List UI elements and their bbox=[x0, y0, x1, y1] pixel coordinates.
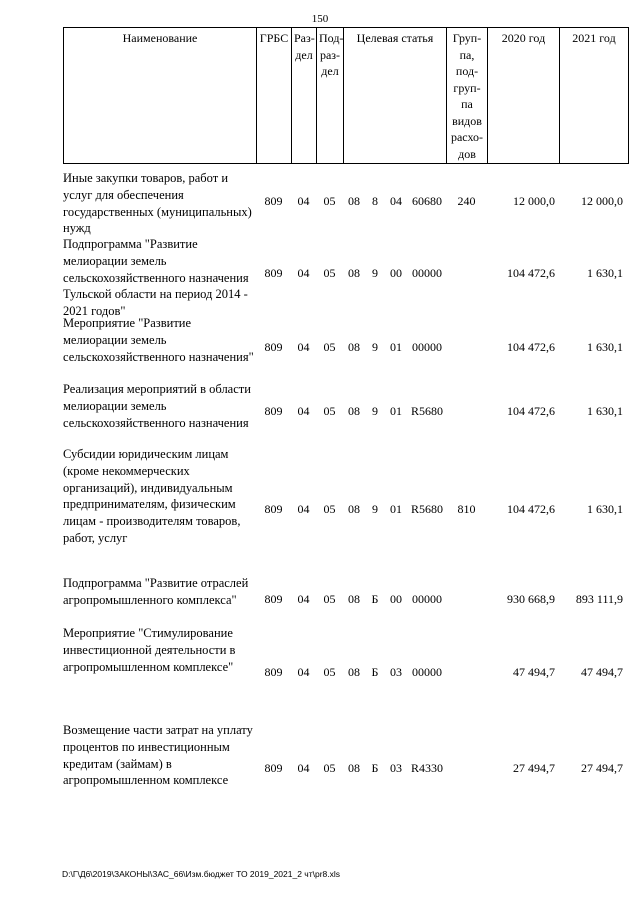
cell-target-3: 03 bbox=[390, 761, 402, 775]
cell-target-2: 9 bbox=[372, 340, 378, 354]
row-name: Мероприятие "Развитие мелиорации земель сельскохозяйственного назначения" bbox=[63, 316, 254, 364]
cell-podrazdel: 05 bbox=[323, 194, 336, 208]
cell-grbs: 809 bbox=[264, 266, 283, 280]
row-name: Мероприятие "Стимулирование инвестиционной деятельности в агропромышленном комплексе" bbox=[63, 626, 236, 674]
cell-razdel: 04 bbox=[297, 592, 310, 606]
cell-grbs: 809 bbox=[264, 761, 283, 775]
cell-target-2: Б bbox=[371, 592, 379, 606]
cell-2020: 12 000,0 bbox=[513, 194, 555, 208]
header-target-article: Целевая статья bbox=[343, 27, 446, 164]
row-name: Возмещение части затрат на уплату процентов по инвестиционным кредитам (займам) в агропромышленном комплексе bbox=[63, 723, 253, 788]
cell-podrazdel: 05 bbox=[323, 761, 336, 775]
cell-2021: 47 494,7 bbox=[581, 665, 623, 679]
cell-2020: 47 494,7 bbox=[513, 665, 555, 679]
cell-target-3: 01 bbox=[390, 502, 402, 516]
header-name: Наименование bbox=[63, 27, 256, 164]
header-2021: 2021 год bbox=[559, 27, 629, 164]
cell-razdel: 04 bbox=[297, 404, 310, 418]
cell-podrazdel: 05 bbox=[323, 266, 336, 280]
cell-podrazdel: 05 bbox=[323, 592, 336, 606]
cell-razdel: 04 bbox=[297, 194, 310, 208]
cell-target-1: 08 bbox=[348, 266, 360, 280]
row-name: Подпрограмма "Развитие отраслей агропромышленного комплекса" bbox=[63, 576, 249, 607]
cell-2020: 104 472,6 bbox=[507, 502, 555, 516]
header-2020: 2020 год bbox=[487, 27, 559, 164]
cell-target-3: 04 bbox=[390, 194, 402, 208]
cell-razdel: 04 bbox=[297, 266, 310, 280]
cell-2021: 1 630,1 bbox=[587, 502, 623, 516]
page-number: 150 bbox=[311, 13, 329, 25]
cell-target-4: R4330 bbox=[410, 761, 443, 775]
cell-target-4: 00000 bbox=[412, 340, 442, 354]
cell-podrazdel: 05 bbox=[323, 340, 336, 354]
row-name: Реализация мероприятий в области мелиорации земель сельскохозяйственного назначения bbox=[63, 382, 251, 430]
row-name: Иные закупки товаров, работ и услуг для обеспечения государственных (муниципальных) нужд bbox=[63, 171, 252, 236]
cell-target-3: 00 bbox=[390, 592, 402, 606]
cell-grbs: 809 bbox=[264, 404, 283, 418]
cell-razdel: 04 bbox=[297, 340, 310, 354]
cell-2020: 104 472,6 bbox=[507, 340, 555, 354]
cell-razdel: 04 bbox=[297, 761, 310, 775]
cell-target-1: 08 bbox=[348, 761, 360, 775]
cell-2020: 930 668,9 bbox=[507, 592, 555, 606]
cell-2020: 27 494,7 bbox=[513, 761, 555, 775]
cell-grbs: 809 bbox=[264, 665, 283, 679]
cell-2021: 1 630,1 bbox=[587, 404, 623, 418]
cell-target-4: R5680 bbox=[410, 404, 443, 418]
cell-target-2: 8 bbox=[372, 194, 378, 208]
cell-target-1: 08 bbox=[348, 665, 360, 679]
cell-podrazdel: 05 bbox=[323, 665, 336, 679]
cell-target-3: 03 bbox=[390, 665, 402, 679]
cell-target-1: 08 bbox=[348, 592, 360, 606]
row-name: Субсидии юридическим лицам (кроме некоммерческих организаций), индивидуальным предпринимателям, физическим лицам - производителям товаров, работ, услуг bbox=[63, 447, 241, 545]
cell-2021: 27 494,7 bbox=[581, 761, 623, 775]
cell-target-3: 00 bbox=[390, 266, 402, 280]
cell-razdel: 04 bbox=[297, 665, 310, 679]
cell-target-2: 9 bbox=[372, 404, 378, 418]
header-razdel: Раз- дел bbox=[291, 27, 316, 164]
cell-target-2: Б bbox=[371, 665, 379, 679]
cell-2021: 12 000,0 bbox=[581, 194, 623, 208]
cell-podrazdel: 05 bbox=[323, 404, 336, 418]
cell-target-1: 08 bbox=[348, 194, 360, 208]
cell-grbs: 809 bbox=[264, 592, 283, 606]
cell-target-4: 60680 bbox=[412, 194, 442, 208]
header-podrazdel: Под- раз- дел bbox=[316, 27, 343, 164]
cell-target-2: 9 bbox=[372, 502, 378, 516]
cell-target-2: Б bbox=[371, 761, 379, 775]
cell-target-2: 9 bbox=[372, 266, 378, 280]
cell-podrazdel: 05 bbox=[323, 502, 336, 516]
header-grbs: ГРБС bbox=[256, 27, 291, 164]
cell-2020: 104 472,6 bbox=[507, 266, 555, 280]
cell-2021: 1 630,1 bbox=[587, 340, 623, 354]
cell-target-4: R5680 bbox=[410, 502, 443, 516]
cell-expense-group: 240 bbox=[457, 194, 476, 208]
file-path-footer: D:\Г\Д6\2019\ЗАКОНЫ\ЗАС_66\Изм.бюджет ТО 2019_2021_2 чт\pr8.xls bbox=[62, 869, 341, 879]
cell-razdel: 04 bbox=[297, 502, 310, 516]
row-name: Подпрограмма "Развитие мелиорации земель сельскохозяйственного назначения Тульской области на период 2014 - 2021 годов" bbox=[63, 237, 249, 319]
cell-grbs: 809 bbox=[264, 194, 283, 208]
cell-2020: 104 472,6 bbox=[507, 404, 555, 418]
cell-target-1: 08 bbox=[348, 404, 360, 418]
cell-2021: 1 630,1 bbox=[587, 266, 623, 280]
cell-target-1: 08 bbox=[348, 502, 360, 516]
cell-target-4: 00000 bbox=[412, 266, 442, 280]
cell-target-4: 00000 bbox=[412, 665, 442, 679]
cell-grbs: 809 bbox=[264, 502, 283, 516]
cell-expense-group: 810 bbox=[457, 502, 476, 516]
cell-target-1: 08 bbox=[348, 340, 360, 354]
header-expense-group: Груп- па, под- груп- па видов расхо- дов bbox=[446, 27, 487, 164]
cell-target-3: 01 bbox=[390, 340, 402, 354]
cell-grbs: 809 bbox=[264, 340, 283, 354]
cell-target-4: 00000 bbox=[412, 592, 442, 606]
cell-target-3: 01 bbox=[390, 404, 402, 418]
cell-2021: 893 111,9 bbox=[575, 592, 623, 606]
